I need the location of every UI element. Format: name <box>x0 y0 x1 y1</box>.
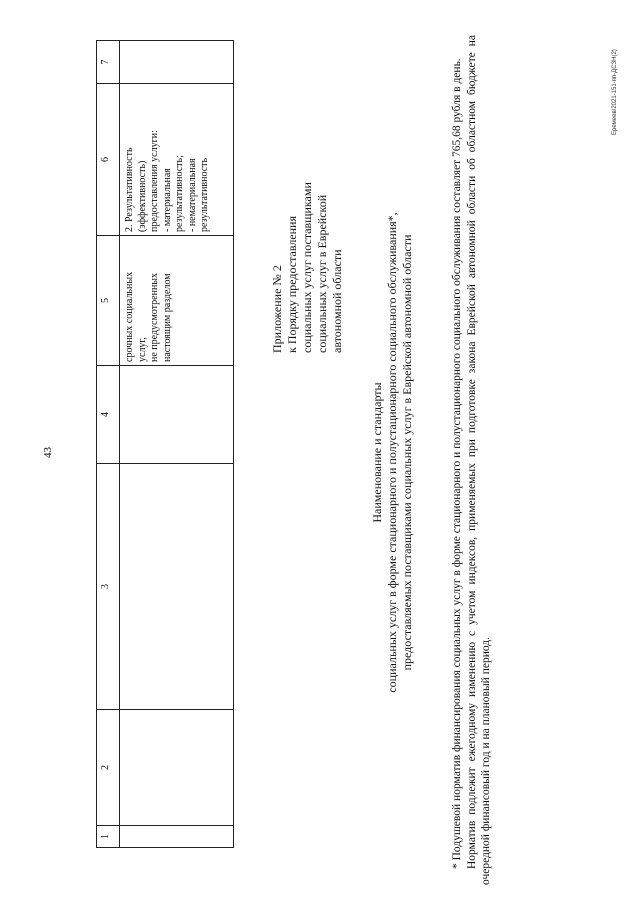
standards-table <box>96 40 234 848</box>
column-header: 5 <box>100 298 111 303</box>
column-header: 1 <box>100 834 111 839</box>
title-line: социальных услуг в форме стационарного и полустационарного социального обслуживания*, <box>385 212 399 693</box>
page-number: 43 <box>42 447 54 458</box>
cell-line: срочных социальных <box>124 271 135 362</box>
column-header: 3 <box>100 584 111 589</box>
column-header: 7 <box>100 59 111 65</box>
document-title <box>370 0 415 905</box>
appendix-line: социальных услуг в Еврейской <box>315 194 329 353</box>
appendix-line: социальных услуг поставщиками <box>300 182 314 353</box>
norm-paragraph: Норматив подлежит ежегодному изменению с учетом индексов, применяемых при подготовке закона Еврейской автономной области об областном бюджете на очередной финансовый год и на плановый период. <box>465 35 492 885</box>
cell-line: предоставления услуги: <box>149 130 160 232</box>
document-code: Еремеев/2021-151-пп-ДСЗН(2) <box>612 49 618 135</box>
cell-line: 2. Результативность <box>124 147 135 232</box>
cell-line: - нематериальная <box>186 158 198 232</box>
table-column-1 <box>97 825 233 847</box>
cell-line: результативность <box>199 157 210 232</box>
table-column-5 <box>97 235 233 365</box>
table-cell-col6 <box>124 87 212 232</box>
table-cell-col5 <box>124 239 174 362</box>
cell-line: - материальная <box>161 168 173 232</box>
appendix-line: автономной области <box>330 249 344 353</box>
cell-line: услуг, <box>136 337 148 362</box>
cell-line: не предусмотренных <box>149 272 160 362</box>
notes-block <box>450 35 494 885</box>
cell-line: (эффективность) <box>136 160 148 232</box>
column-header: 2 <box>100 765 111 770</box>
appendix-line: Приложение № 2 <box>270 265 284 353</box>
cell-line: настоящим разделом <box>161 273 173 362</box>
appendix-block <box>270 182 345 353</box>
table-column-2 <box>97 709 233 825</box>
title-line: Наименование и стандарты <box>370 382 384 523</box>
table-column-7 <box>97 41 233 83</box>
table-column-3 <box>97 463 233 709</box>
title-line: предоставляемых поставщиками социальных услуг в Еврейской автономной области <box>400 234 414 671</box>
appendix-line: к Порядку предоставления <box>285 215 299 353</box>
column-header: 6 <box>100 157 111 162</box>
column-header: 4 <box>100 412 111 417</box>
cell-line: результативность; <box>174 155 185 232</box>
table-column-6 <box>97 83 233 235</box>
table-column-4 <box>97 365 233 463</box>
footnote: * Подушевой норматив финансирования социальных услуг в форме стационарного и полустационарного социального обслуживания составляет 765,68 рубля в день. <box>451 58 463 869</box>
